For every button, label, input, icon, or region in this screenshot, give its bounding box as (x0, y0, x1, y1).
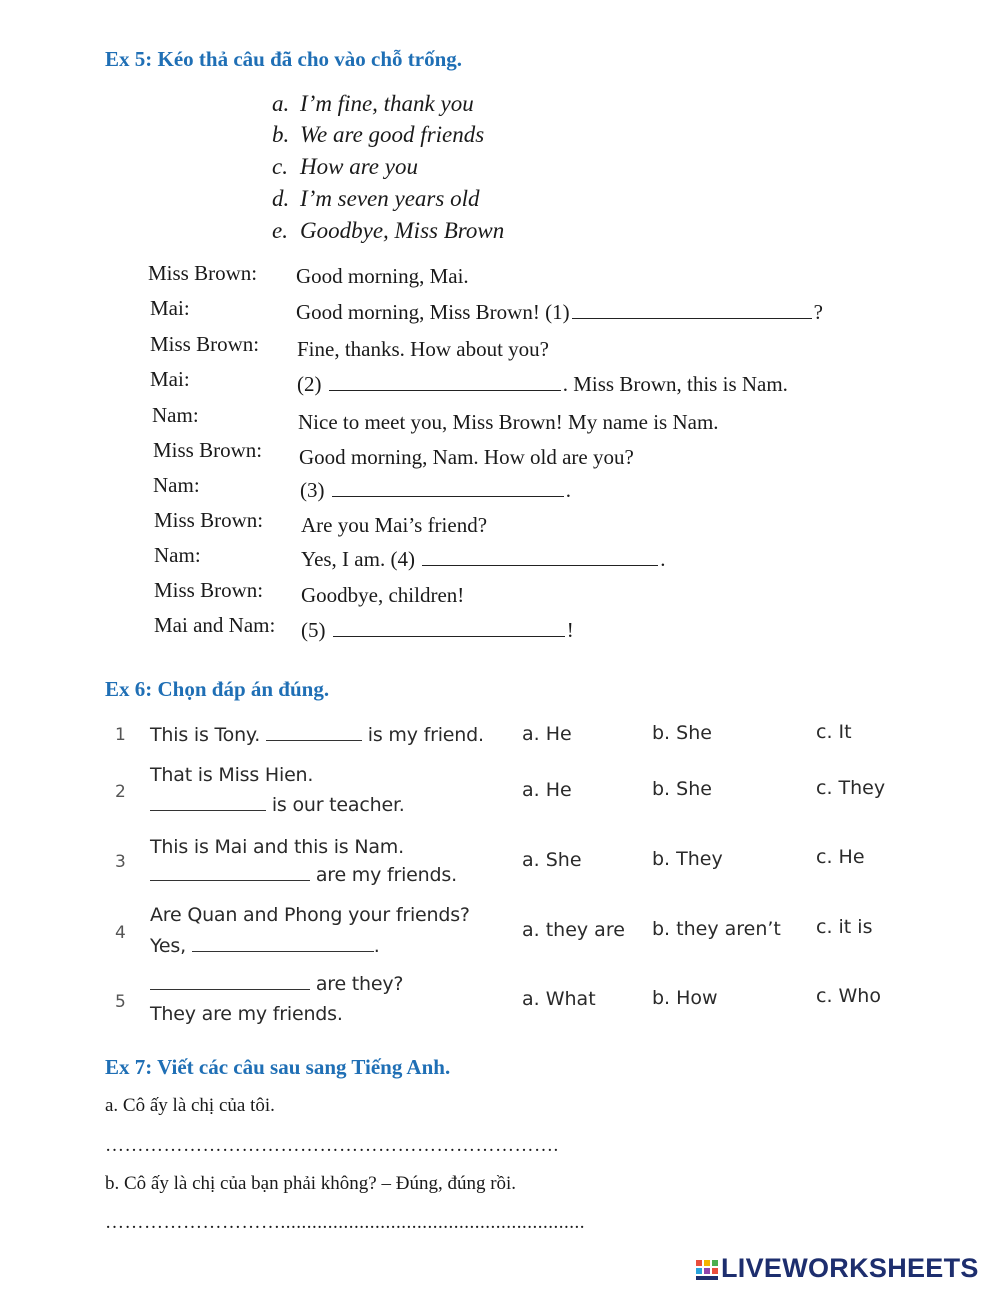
question-blank (150, 973, 310, 990)
dialogue-text: Fine, thanks. How about you? (297, 337, 549, 361)
speaker-label: Mai: (150, 367, 190, 391)
question-text: Are Quan and Phong your friends? (150, 904, 470, 926)
speaker-label: Miss Brown: (154, 578, 264, 602)
answer-blank-3[interactable] (332, 478, 564, 497)
dialogue-text: . Miss Brown, this is Nam. (562, 372, 788, 396)
ex7-answer-line-b[interactable]: ……………………….......................................................... (105, 1212, 585, 1233)
option-d[interactable] (272, 186, 479, 212)
question-part: is our teacher. (271, 794, 405, 816)
dialogue-text: . (565, 478, 571, 502)
speaker-label: Nam: (152, 403, 199, 427)
option-a[interactable] (272, 91, 474, 117)
speaker-label: Mai and Nam: (154, 613, 276, 637)
dialogue-text: (5) (301, 618, 326, 642)
speaker-label: Miss Brown: (153, 438, 263, 462)
answer-blank-5[interactable] (333, 618, 565, 637)
choice-b[interactable]: b. She (652, 778, 712, 800)
option-letter: e. (272, 218, 288, 243)
question-number: 2 (115, 782, 126, 802)
question-blank (150, 794, 266, 811)
question-part: This is Tony. (150, 724, 261, 746)
question-part: Yes, (150, 935, 186, 957)
question-text: They are my friends. (150, 1003, 343, 1025)
answer-blank-1[interactable] (572, 300, 812, 319)
option-letter: a. (272, 91, 290, 116)
ex5-heading: Ex 5: Kéo thả câu đã cho vào chỗ trống. (105, 47, 462, 71)
dialogue-line (297, 372, 788, 397)
dialogue-line (296, 264, 469, 289)
dialogue-text: Good morning, Nam. How old are you? (299, 445, 634, 469)
option-text: I’m seven years old (300, 186, 480, 211)
question-text (150, 724, 484, 746)
question-number: 3 (115, 852, 126, 872)
dialogue-text: Are you Mai’s friend? (301, 513, 488, 537)
choice-a[interactable]: a. He (522, 779, 572, 801)
question-text (150, 935, 380, 957)
answer-blank-4[interactable] (422, 547, 658, 566)
dialogue-line (300, 478, 571, 503)
dialogue-line (301, 547, 665, 572)
option-letter: d. (272, 186, 290, 211)
dialogue-line (298, 410, 719, 435)
choice-c[interactable]: c. He (816, 846, 865, 868)
question-part: are my friends. (315, 864, 457, 886)
dialogue-text: Nice to meet you, Miss Brown! My name is Nam. (298, 410, 719, 434)
choice-a[interactable]: a. What (522, 988, 596, 1010)
ex7-sentence-a: a. Cô ấy là chị của tôi. (105, 1095, 275, 1116)
liveworksheets-logo (696, 1253, 979, 1284)
question-blank (150, 864, 310, 881)
choice-c[interactable]: c. it is (816, 916, 873, 938)
question-text (150, 864, 457, 886)
speaker-label: Miss Brown: (154, 508, 264, 532)
question-text: That is Miss Hien. (150, 764, 314, 786)
dialogue-text: Good morning, Miss Brown! (1) (296, 300, 570, 324)
question-text (150, 973, 403, 995)
ex6-heading: Ex 6: Chọn đáp án đúng. (105, 677, 330, 701)
speaker-label: Mai: (150, 296, 190, 320)
dialogue-line (299, 445, 634, 470)
dialogue-line (296, 300, 823, 325)
speaker-label: Miss Brown: (148, 261, 258, 285)
choice-b[interactable]: b. they aren’t (652, 918, 781, 940)
dialogue-text: (2) (297, 372, 322, 396)
question-text (150, 794, 405, 816)
option-text: How are you (300, 154, 418, 179)
option-text: We are good friends (300, 122, 485, 147)
choice-a[interactable]: a. He (522, 723, 572, 745)
dialogue-line (301, 513, 487, 538)
choice-a[interactable]: a. She (522, 849, 582, 871)
question-text: This is Mai and this is Nam. (150, 836, 404, 858)
dialogue-line (301, 618, 574, 643)
question-number: 5 (115, 992, 126, 1012)
option-c[interactable] (272, 154, 418, 180)
option-letter: c. (272, 154, 288, 179)
dialogue-text: Good morning, Mai. (296, 264, 469, 288)
ex7-answer-line-a[interactable]: ……………………………………………………………. (105, 1135, 559, 1156)
speaker-label: Miss Brown: (150, 332, 260, 356)
ex7-heading: Ex 7: Viết các câu sau sang Tiếng Anh. (105, 1055, 451, 1079)
option-letter: b. (272, 122, 290, 147)
choice-b[interactable]: b. She (652, 722, 712, 744)
dialogue-text: Yes, I am. (4) (301, 547, 415, 571)
question-number: 4 (115, 923, 126, 943)
logo-blocks-icon (696, 1259, 718, 1281)
option-b[interactable] (272, 122, 484, 148)
logo-text: LIVEWORKSHEETS (721, 1253, 979, 1283)
choice-b[interactable]: b. They (652, 848, 723, 870)
choice-a[interactable]: a. they are (522, 919, 625, 941)
dialogue-text: ? (813, 300, 823, 324)
choice-b[interactable]: b. How (652, 987, 718, 1009)
question-blank (192, 935, 374, 952)
question-part: are they? (315, 973, 404, 995)
choice-c[interactable]: c. Who (816, 985, 881, 1007)
dialogue-line (301, 583, 464, 608)
dialogue-text: . (660, 547, 666, 571)
question-number: 1 (115, 725, 126, 745)
option-text: Goodbye, Miss Brown (300, 218, 505, 243)
choice-c[interactable]: c. They (816, 777, 886, 799)
choice-c[interactable]: c. It (816, 721, 852, 743)
dialogue-text: (3) (300, 478, 325, 502)
dialogue-line (297, 337, 549, 362)
dialogue-text: ! (566, 618, 574, 642)
answer-blank-2[interactable] (329, 372, 561, 391)
speaker-label: Nam: (154, 543, 201, 567)
ex7-sentence-b: b. Cô ấy là chị của bạn phải không? – Đúng, đúng rồi. (105, 1173, 517, 1194)
speaker-label: Nam: (153, 473, 200, 497)
option-e[interactable] (272, 218, 504, 244)
question-blank (266, 724, 362, 741)
question-part: is my friend. (367, 724, 484, 746)
question-part: . (373, 935, 380, 957)
dialogue-text: Goodbye, children! (301, 583, 465, 607)
option-text: I’m fine, thank you (300, 91, 474, 116)
